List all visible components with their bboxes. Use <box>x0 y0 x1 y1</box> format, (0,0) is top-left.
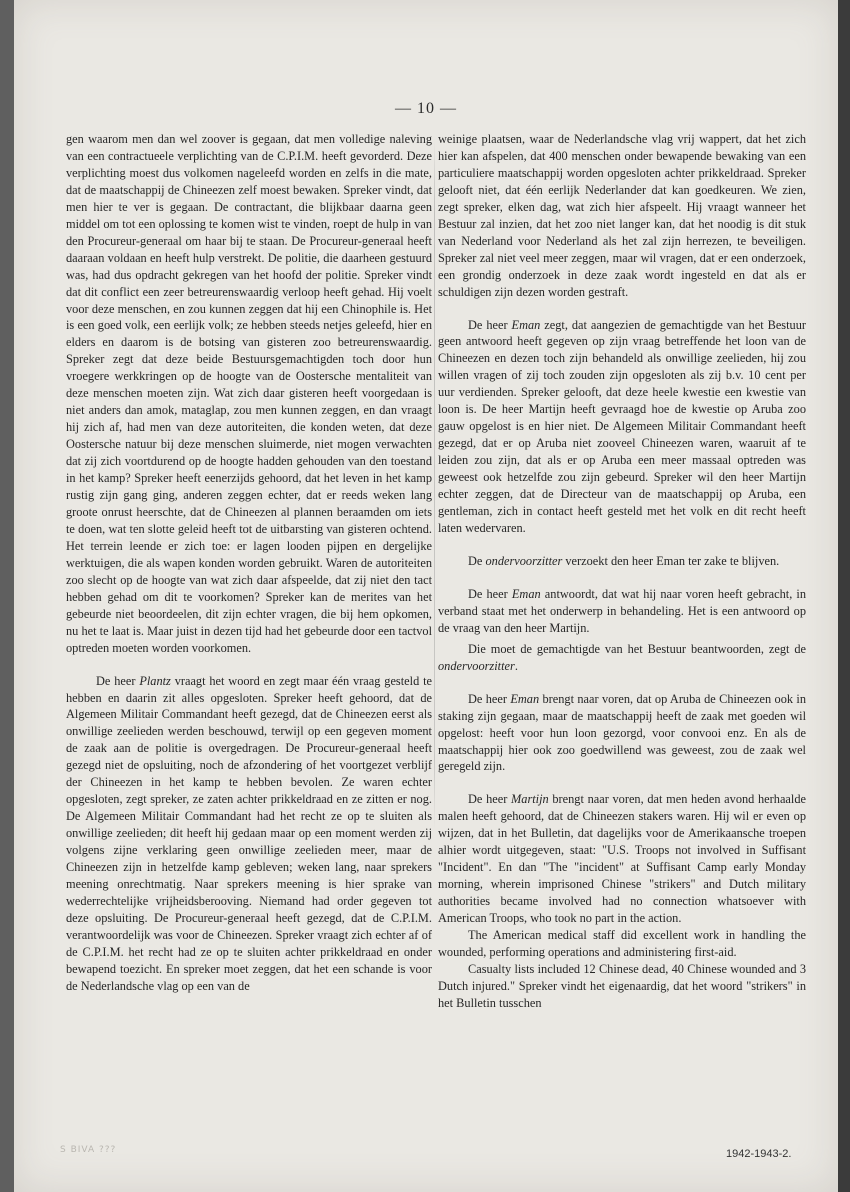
document-page <box>14 0 838 1192</box>
paragraph: Die moet de gemachtigde van het Bestuur beantwoorden, zegt de ondervoorzitter. <box>438 641 806 673</box>
paragraph: De heer Plantz vraagt het woord en zegt maar één vraag gesteld te hebben en daarin zit alles opgesloten. Spreker heeft gehoord, dat de Algemeen Militair Commandant heeft gezegd, dat de Chineezen eerst als onwillige zeelieden werden beschouwd, terwijl op een gegeven moment de zaak aan de politie is overgedragen. De Procureur-generaal heeft gezegd niet de opsluiting, noch de afzondering of het voortgezet verblijf der Chineezen in het kamp te hebben bevolen. Ze waren echter opgesloten, zegt spreker, ze zaten achter prikkeldraad en ze zitten er nog. De Algemeen Militair Commandant had het recht ze op te sluiten als onwillige zeelieden; dit heeft hij gedaan maar op een moment werden zij volgens zijne verklaring geen onwillige zeelieden meer, maar de Chineezen zijn in hetzelfde kamp gebleven; weken lang, naar sprekers meening onrechtmatig. Naar sprekers meening is hier sprake van wederrechtelijke vrijheidsberooving. Niemand had order gegeven tot deze opsluiting. De Procureur-generaal heeft gezegd, dat de C.P.I.M. verantwoordelijk was voor de Chineezen. Spreker vraagt zich echter af of de C.P.I.M. het recht had ze op te sluiten achter prikkeldraad en onder bewapend toezicht. En spreker moet zeggen, dat het een schande is voor de Nederlandsche vlag op een van de <box>66 673 432 993</box>
paragraph: De heer Eman brengt naar voren, dat op Aruba de Chineezen ook in staking zijn gegaan, maar de maatschappij heeft de zaak met goeden wil opgelost: heeft voor hun loon gezorgd, voor convooi enz. En als de maatschappij hier ook zoo goedwillend was geweest, zou de zaak wel geregeld zijn. <box>438 691 806 774</box>
right-column <box>438 131 806 1012</box>
paragraph: De heer Eman zegt, dat aangezien de gemachtigde van het Bestuur geen antwoord heeft gegeven op zijn vraag betreffende het loon van de Chineezen en dezen toch zijn behandeld als onwillige zeelieden, hij zou willen vragen of zij toch zouden zijn opgesloten als zij b.v. 10 cent per uur verdienden. Spreker gelooft, dat deze heele kwestie een kwestie van loon is. De heer Martijn heeft gevraagd hoe de kwestie op Aruba zoo gauw opgelost is en hier niet. De Algemeen Militair Commandant heeft gezegd, dat er op Aruba niet zooveel Chineezen waren, waaruit af te leiden zou zijn, dat als er op Aruba een meer massaal optreden was geweest ook hetzelfde zou zijn gebeurd. Spreker wil den heer Martijn echter zeggen, dat de Directeur van de maatschappij op Aruba, een gentleman, zich in contact heeft gesteld met het volk en dit recht heeft laten wedervaren. <box>438 317 806 535</box>
archive-stamp: 1942-1943-2. <box>726 1148 792 1160</box>
paragraph: De heer Eman antwoordt, dat wat hij naar voren heeft gebracht, in verband staat met het onderwerp in behandeling. Het is een antwoord op de vraag van den heer Martijn. <box>438 586 806 635</box>
paragraph: The American medical staff did excellent work in handling the wounded, performing operations and administering first-aid. <box>438 928 806 959</box>
paragraph: De heer Martijn brengt naar voren, dat men heden avond herhaalde malen heeft gehoord, dat de Chineezen stakers waren. Hij wil er even op wijzen, dat in het Bulletin, dat dagelijks voor de Amerikaansche troepen alhier wordt uitgegeven, staat: "U.S. Troops not involved in Suffisant "Incident". En dan "The "incident" at Suffisant Camp early Monday morning, wherein imprisoned Chinese "strikers" and Dutch military authorities became involved had no connection whatsoever with American Troops, who took no part in the action. <box>438 792 806 926</box>
speaker-name: Eman <box>511 317 541 332</box>
speaker-role: ondervoorzitter <box>438 658 515 673</box>
paragraph: weinige plaatsen, waar de Nederlandsche vlag vrij wappert, dat het zich hier kan afspelen, dat 400 menschen onder bewapende bewaking van een particuliere maatschappij worden opgesloten achter prikkeldraad. Spreker gelooft niet, dat één eerlijk Nederlander dat kan goedkeuren. We zien, zegt spreker, elken dag, wat zich hier afspeelt. Hij vraagt wanneer het Bestuur zal inzien, dat het zoo niet langer kan, dat het noodig is dit stuk van Nederland voor Nederland als het zal zijn herrezen, te beveiligen. Spreker zal niet veel meer zeggen, maar wil vragen, dat er een onderzoek, een grondig onderzoek in deze zaak wordt ingesteld en dat als er schuldigen zijn dezen worden gestraft. <box>438 132 806 299</box>
column-divider <box>434 140 435 830</box>
paragraph: gen waarom men dan wel zoover is gegaan, dat men volledige naleving van een contractueele verplichting van de C.P.I.M. heeft gevorderd. Deze verplichting moest dus volkomen nageleefd worden en zelfs in die mate, dat de maatschappij de Chineezen zelf moest bewaken. Spreker vindt, dat men hier te ver is gegaan. De contractant, die blijkbaar daarna geen middel om tot een oplossing te komen wist te vinden, roept de hulp in van den Procureur-generaal om haar bij te staan. De Procureur-generaal heeft daaraan voldaan en heeft hulp verstrekt. De politie, die daarheen gestuurd was, had dus opdracht gekregen van het hoofd der politie. Spreker vindt dat dit conflict een zeer betreurenswaardig verloop heeft gehad. Hij voelt voor deze menschen, en zou kunnen zeggen dat hij een Chinophile is. Het is een goed volk, een eerlijk volk; ze hebben steeds netjes geleefd, hier en elders en daarom is de botsing van gisteren zoo betreurenswaardig. Spreker zegt dat deze beide Bestuursgemachtigden toch door hun vroegere werkkringen op de hoogte van de Oostersche mentaliteit van deze menschen moeten zijn. Wat zich daar gisteren heeft voorgedaan is niet anders dan amok, mataglap, zou men kunnen zeggen, en dan vraagt hij zich af, had men van deze autoriteiten, die konden weten, dat deze Oostersche natuur bij deze menschen sluimerde, niet mogen verwachten dat zij zich voortdurend op de hoogte hadden gehouden van den toestand in het kamp? Spreker heeft eenerzijds gehoord, dat het leven in het kamp rustig zijn gang ging, anderen zeggen echter, dat er reeds weken lang groote onrust heerschte, dat de Chineezen al plannen beraamden om iets te doen, wat ten slotte geleid heeft tot de uitbarsting van gisteren ochtend. Het terrein leende er zich toe: er lagen looden pijpen en dergelijke werktuigen, die als wapen konden worden gebruikt. Waren de autoriteiten zoo slecht op de hoogte van wat zich daar afspeelde, dat zij niet den tact hebben gehad om dit te voorkomen? Spreker kan de merites van het gebeurde niet beoordeelen, dit zijn echter vragen, die bij hem opkomen, nu het te laat is. Maar juist in dezen tijd had het gebeurde door een tactvol optreden moeten worden voorkomen. <box>66 132 432 655</box>
paragraph: De ondervoorzitter verzoekt den heer Eman ter zake te blijven. <box>468 553 780 568</box>
paragraph: Casualty lists included 12 Chinese dead, 40 Chinese wounded and 3 Dutch injured." Spreker vindt het eigenaardig, dat het woord "strikers" in het Bulletin tusschen <box>438 961 806 1010</box>
speaker-name: Martijn <box>510 792 549 807</box>
speaker-name: Eman <box>510 691 540 706</box>
speaker-name: Eman <box>511 586 541 601</box>
scan-edge <box>838 0 850 1192</box>
faded-stamp: S BIVA ??? <box>60 1145 117 1155</box>
left-column <box>66 131 432 995</box>
speaker-role: ondervoorzitter <box>485 553 563 568</box>
speaker-name: Plantz <box>139 673 171 688</box>
page-number: — 10 — <box>395 100 457 117</box>
